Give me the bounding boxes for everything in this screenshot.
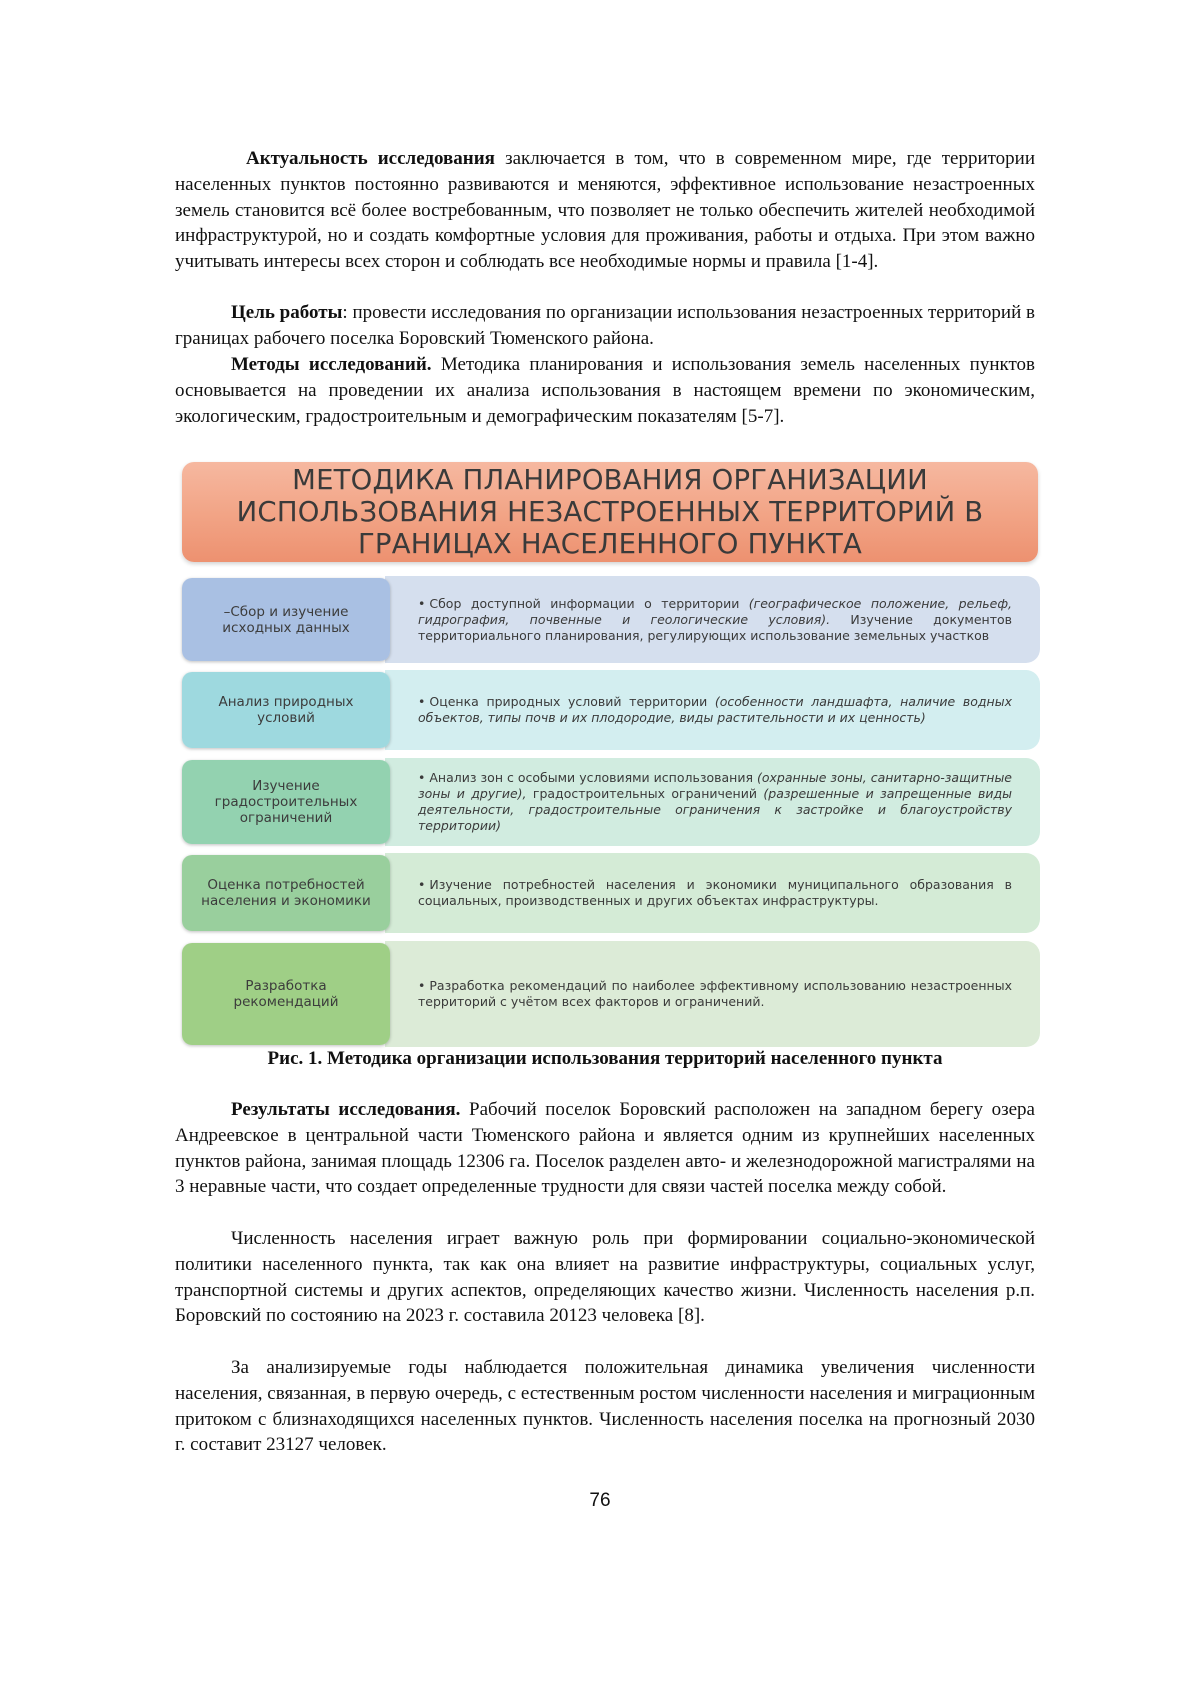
paragraph-goal — [175, 300, 1035, 352]
row-description — [418, 877, 1012, 909]
row-label: Анализ природных условий — [218, 694, 354, 726]
row-label: Изучение градостроительных ограничений — [214, 778, 358, 826]
figure-row-natural-conditions — [180, 670, 1040, 750]
row-label: Разработка рекомендаций — [233, 978, 339, 1010]
paragraph-lead: Методы исследований. — [231, 354, 432, 375]
paragraph-text: Численность населения играет важную роль при формировании социально-экономической политики населенного пункта, так как она влияет на развитие инфраструктуры, социальных услуг, транспортной системы и других аспектов, определяющих качество жизни. Численность населения р.п. Боровский по состоянию на 2023 г. составила 20123 человека [8]. — [175, 1228, 1035, 1327]
row-text-italic: (особенности ландшафта, наличие водных объектов, типы почв и их плодородие, виды растительности и их ценность) — [418, 694, 1012, 725]
paragraph-results — [175, 1097, 1035, 1200]
row-text: Оценка природных условий территории — [429, 694, 715, 709]
row-bullet — [418, 941, 1012, 1047]
paragraph-dynamics — [175, 1355, 1035, 1458]
row-bullet — [418, 670, 1012, 750]
figure-row-needs-assessment — [180, 853, 1040, 933]
row-text-2: Изучение документов территориального планирования, регулирующих использование земельных участков — [418, 611, 1012, 643]
paragraph-text: Рабочий поселок Боровский расположен на западном берегу озера Андреевское в центральной части Тюменского района и является одним из крупнейших населенных пунктов района, занимая площадь 12306 га. Поселок разделен авто- и железнодорожной магистралями на 3 неравные части, что создает определенные трудности для связи частей поселка между собой. — [175, 1099, 1035, 1198]
methodology-figure — [180, 462, 1040, 1047]
paragraph-lead: Результаты исследования. — [231, 1099, 461, 1120]
row-text: Разработка рекомендаций по наиболее эффективному использованию незастроенных территорий с учётом всех факторов и ограничений. — [418, 978, 1012, 1009]
row-text-italic-2: (разрешенные и запрещенные виды деятельности, градостроительные ограничения к застройке и благоустройству территории) — [418, 786, 1012, 833]
paragraph-text: заключается в том, что в современном мире, где территории населенных пунктов постоянно развиваются и меняются, эффективное использование незастроенных земель становится всё более востребованным, что позволяет не только обеспечить жителей необходимой инфраструктурой, но и создать комфортные условия для проживания, работы и отдыха. При этом важно учитывать интересы всех сторон и соблюдать все необходимые нормы и правила [1-4]. — [175, 148, 1035, 273]
figure-row-data-collection — [180, 576, 1040, 663]
figure-row-urban-restrictions — [180, 758, 1040, 846]
row-bullet — [418, 758, 1012, 846]
figure-title-banner — [182, 462, 1038, 562]
row-text: Анализ зон с особыми условиями использования — [429, 770, 757, 785]
paragraph-lead: Цель работы — [231, 302, 343, 323]
page-number: 76 — [589, 1490, 611, 1511]
figure-caption: Рис. 1. Методика организации использования территорий населенного пункта — [267, 1048, 943, 1069]
row-description — [418, 694, 1012, 726]
row-description — [418, 596, 1012, 644]
figure-row-recommendations — [180, 941, 1040, 1047]
paragraph-population — [175, 1226, 1035, 1329]
row-description — [418, 978, 1012, 1010]
paragraph-lead: Актуальность исследования — [246, 148, 495, 169]
row-label: –Сбор и изучение исходных данных — [222, 603, 350, 636]
row-text-italic: (охранные зоны, санитарно-защитные зоны и другие), — [418, 770, 1013, 801]
paragraph-relevance — [175, 146, 1035, 275]
paragraph-text: За анализируемые годы наблюдается положительная динамика увеличения численности населения, связанная, в первую очередь, с естественным ростом численности населения и миграционным притоком с близнаходящихся населенных пунктов. Численность населения поселка на прогнозный 2030 г. составит 23127 человек. — [175, 1357, 1035, 1456]
row-text-2: градостроительных ограничений — [526, 786, 764, 801]
paragraph-text: Методика планирования и использования земель населенных пунктов основывается на проведении их анализа использования в настоящем времени по экономическим, экологическим, градостроительным и демографическим показателям [5-7]. — [175, 354, 1035, 427]
paragraph-text: : провести исследования по организации использования незастроенных территорий в границах рабочего поселка Боровский Тюменского района. — [175, 302, 1035, 349]
figure-title: МЕТОДИКА ПЛАНИРОВАНИЯ ОРГАНИЗАЦИИ ИСПОЛЬЗОВАНИЯ НЕЗАСТРОЕННЫХ ТЕРРИТОРИЙ В ГРАНИЦАХ НАСЕЛЕННОГО ПУНКТА — [236, 464, 984, 560]
row-label: Оценка потребностей населения и экономики — [201, 877, 371, 909]
row-label-box — [182, 943, 390, 1045]
row-label-box — [182, 578, 390, 661]
paragraph-methods — [175, 352, 1035, 429]
row-text-italic: (географическое положение, рельеф, гидрография, почвенные и геологические условия). — [418, 595, 1012, 627]
row-text: Изучение потребностей населения и экономики муниципального образования в социальных, производственных и других объектах инфраструктуры. — [418, 877, 1012, 908]
row-label-box — [182, 672, 390, 748]
row-label-box — [182, 855, 390, 931]
row-text: Сбор доступной информации о территории — [429, 595, 749, 611]
row-description — [418, 770, 1012, 834]
row-label-box — [182, 760, 390, 844]
row-bullet — [418, 576, 1012, 663]
row-bullet — [418, 853, 1012, 933]
